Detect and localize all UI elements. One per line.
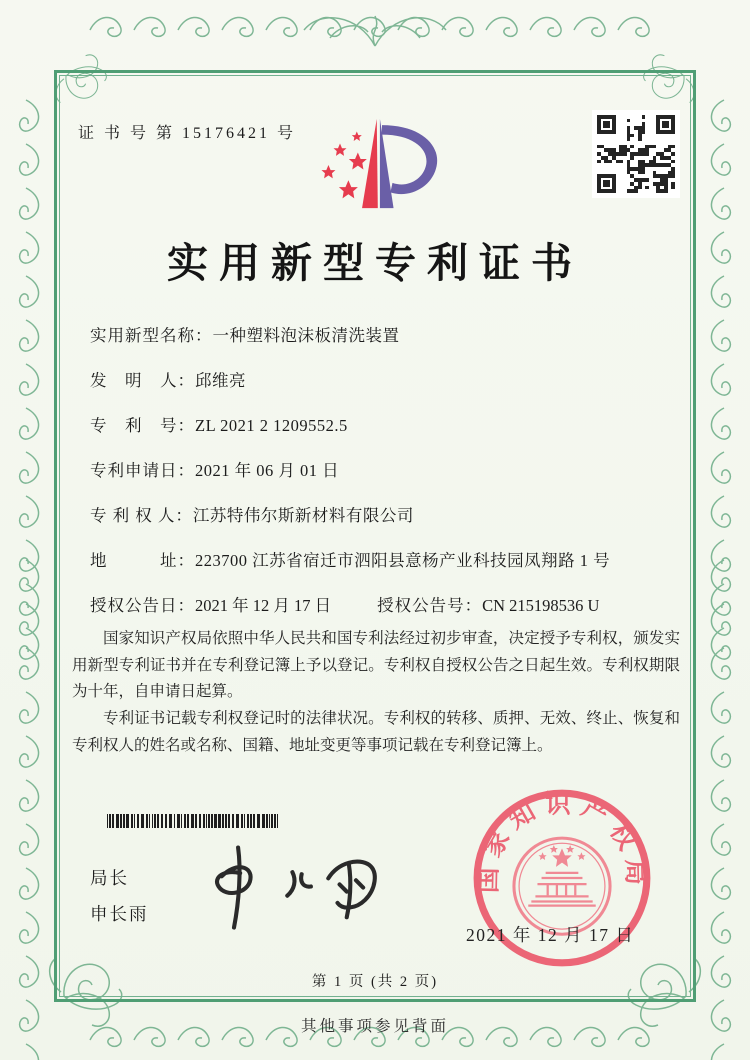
field-value: 2021 年 06 月 01 日	[195, 461, 340, 480]
director-signature	[193, 834, 398, 939]
field-value: ZL 2021 2 1209552.5	[195, 416, 348, 435]
field-row-address	[90, 549, 676, 594]
field-label: 地 址：	[90, 551, 195, 570]
field-value: 223700 江苏省宿迁市泗阳县意杨产业科技园凤翔路 1 号	[195, 551, 611, 570]
field-row-filing-date	[90, 459, 676, 504]
field-row-name	[90, 324, 676, 369]
barcode	[107, 814, 280, 828]
qr-finder-icon	[656, 115, 675, 134]
field-label: 发 明 人：	[90, 371, 195, 390]
field-row-grant	[90, 592, 676, 616]
signatory-block	[90, 860, 149, 932]
field-row-patentee	[90, 504, 676, 549]
certificate-number: 证 书 号 第 15176421 号	[78, 125, 297, 142]
field-row-inventor	[90, 369, 676, 414]
certificate-title: 实用新型专利证书	[167, 240, 583, 286]
signatory-title: 局长	[90, 868, 129, 888]
back-note: 其他事项参见背面	[300, 1018, 449, 1035]
field-label: 实用新型名称：	[90, 326, 213, 345]
legal-text	[72, 626, 680, 759]
qr-finder-icon	[597, 174, 616, 193]
seal-text: 国家知识产权局	[473, 789, 651, 894]
field-list	[90, 324, 676, 594]
cnipa-logo-icon	[298, 106, 466, 222]
qr-finder-icon	[597, 115, 616, 134]
field-label: 专 利 权 人：	[90, 506, 193, 525]
qr-code	[592, 110, 680, 198]
field-value: 一种塑料泡沫板清洗装置	[212, 326, 400, 345]
grant-number: 授权公告号：CN 215198536 U	[377, 596, 600, 615]
legal-paragraph-1: 国家知识产权局依照中华人民共和国专利法经过初步审查，决定授予专利权，颁发实用新型专利证书并在专利登记簿上予以登记。专利权自授权公告之日起生效。专利权期限为十年，自申请日起算。	[72, 630, 680, 701]
field-row-patent-number	[90, 414, 676, 459]
signatory-name: 申长雨	[90, 904, 149, 924]
field-label: 专利申请日：	[90, 461, 195, 480]
field-value: 邱维亮	[195, 371, 246, 390]
field-value: 江苏特伟尔斯新材料有限公司	[192, 506, 414, 525]
legal-paragraph-2: 专利证书记载专利权登记时的法律状况。专利权的转移、质押、无效、终止、恢复和专利权人的姓名或名称、国籍、地址变更等事项记载在专利登记簿上。	[72, 709, 680, 754]
issue-date: 2021 年 12 月 17 日	[466, 925, 635, 945]
field-label: 专 利 号：	[90, 416, 195, 435]
page-indicator: 第 1 页 (共 2 页)	[311, 974, 439, 990]
grant-date: 授权公告日：2021 年 12 月 17 日	[90, 596, 332, 615]
